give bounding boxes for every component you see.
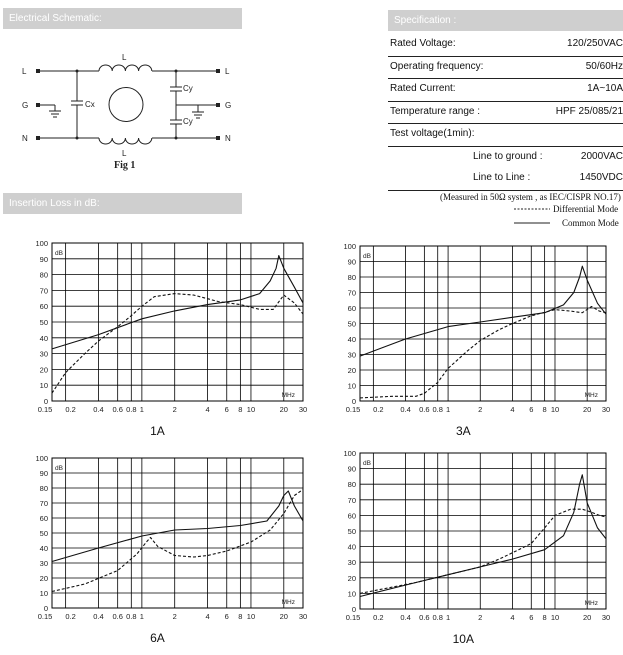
y-tick-label: 50 [39,318,48,327]
y-tick-label: 60 [347,304,356,313]
cy-top-label: Cy [183,84,193,93]
y-tick-label: 90 [347,464,356,474]
spec-row [388,124,623,147]
spec-value: HPF 25/085/21 [555,105,623,117]
x-tick-label: 2 [478,405,483,414]
terminal-L-out: L [225,67,230,76]
x-tick-label: 0.8 [432,405,443,414]
y-tick-label: 60 [39,302,48,312]
x-tick-label: 30 [601,405,611,414]
series-differential-mode [52,294,303,394]
legend-cm-label: Common Mode [562,218,619,228]
y-tick-label: 100 [343,242,356,251]
y-tick-label: 30 [39,349,48,359]
x-tick-label: 8 [238,405,243,414]
chart-caption: 3A [455,424,471,438]
y-tick-label: 40 [39,333,48,343]
x-tick-label: 6 [529,613,534,622]
spec-label: Rated Voltage: [390,38,456,49]
terminal-N-out: N [225,134,231,143]
x-tick-label: 20 [279,612,288,621]
coil-bottom-label: L [122,149,127,158]
x-tick-label: 30 [298,405,308,414]
x-tick-label: 0.4 [93,612,104,621]
spec-row [388,34,623,57]
y-tick-label: 0 [351,397,356,406]
x-tick-label: 10 [246,405,256,414]
y-tick-label: 70 [347,495,356,505]
x-tick-label: 4 [510,613,515,622]
x-tick-label: 0.15 [37,405,53,414]
x-tick-label: 20 [279,405,288,414]
chart-caption: 10A [452,632,474,646]
figure-caption: Fig 1 [114,160,136,171]
y-tick-label: 100 [35,454,48,463]
series-differential-mode [52,490,303,592]
y-tick-label: 50 [39,529,48,538]
y-tick-label: 10 [39,589,48,598]
y-tick-label: 90 [39,469,48,478]
x-tick-label: 20 [583,405,592,414]
chart-10A [318,445,623,655]
coil-top-label: L [122,53,127,62]
x-tick-label: 8 [238,612,243,621]
y-tick-label: 90 [39,254,48,264]
legend-dm-label: Differential Mode [553,204,619,214]
x-unit-label: MHz [584,600,598,607]
y-tick-label: 20 [347,573,356,583]
x-tick-label: 4 [205,405,210,414]
x-tick-label: 0.8 [126,612,137,621]
x-tick-label: 0.8 [126,405,137,414]
chart-1A [0,232,310,444]
spec-label: Line to Line : [473,172,531,183]
spec-label: Rated Current: [390,83,456,94]
x-tick-label: 0.4 [400,613,411,622]
series-differential-mode [360,307,606,398]
spec-value: 50/60Hz [585,60,623,72]
y-tick-label: 20 [39,365,48,375]
x-tick-label: 0.4 [400,405,411,414]
x-tick-label: 0.2 [373,613,384,622]
spec-row [388,147,623,169]
x-tick-label: 0.4 [93,405,104,414]
y-tick-label: 0 [351,605,356,614]
y-unit-label: dB [363,460,371,467]
x-unit-label: MHz [281,599,295,606]
x-unit-label: MHz [584,392,598,399]
chart-3A [318,237,623,445]
x-tick-label: 0.2 [65,405,76,414]
x-tick-label: 1 [139,405,144,414]
schematic-header: Electrical Schematic: [3,8,242,29]
x-tick-label: 4 [510,405,515,414]
x-tick-label: 4 [205,612,210,621]
x-tick-label: 0.15 [345,405,361,414]
y-tick-label: 10 [39,381,48,391]
y-tick-label: 50 [347,527,356,536]
spec-value: 1A~10A [587,83,623,94]
x-tick-label: 1 [139,612,144,621]
cy-bottom-label: Cy [183,117,193,126]
y-unit-label: dB [363,253,371,260]
y-tick-label: 80 [39,270,48,280]
spec-value: 1450VDC [579,172,623,183]
insertion-loss-header: Insertion Loss in dB: [3,193,242,214]
spec-row [388,57,623,80]
y-tick-label: 70 [347,288,356,298]
legend-dm-line [514,206,554,212]
x-tick-label: 0.6 [419,613,430,622]
specification-header: Specification : [388,10,623,31]
legend-cm-line [514,220,554,226]
terminal-G-in: G [22,101,29,110]
y-tick-label: 70 [39,499,48,508]
y-tick-label: 10 [347,381,356,391]
y-unit-label: dB [55,250,63,257]
specification-table [388,34,623,191]
x-tick-label: 2 [172,612,177,621]
spec-row [388,102,623,125]
x-tick-label: 8 [542,613,547,622]
x-tick-label: 10 [550,405,560,414]
cx-label: Cx [85,100,95,109]
x-unit-label: MHz [281,392,295,399]
y-tick-label: 40 [347,542,356,552]
x-tick-label: 10 [550,613,560,622]
chart-6A [0,450,310,655]
x-tick-label: 30 [601,613,611,622]
x-tick-label: 0.8 [432,613,443,622]
series-common-mode [52,256,303,349]
x-tick-label: 30 [298,612,308,621]
y-tick-label: 90 [347,257,356,267]
x-tick-label: 6 [529,405,534,414]
x-tick-label: 0.2 [373,405,384,414]
chart-caption: 1A [150,424,165,438]
series-common-mode [52,491,303,562]
spec-label: Temperature range : [390,105,481,117]
y-tick-label: 20 [347,366,356,375]
y-tick-label: 60 [39,514,48,523]
x-tick-label: 1 [445,405,451,414]
spec-label: Test voltage(1min): [390,128,475,139]
terminal-G-out: G [225,101,232,110]
spec-label: Operating frequency: [390,60,484,72]
x-tick-label: 2 [478,613,483,622]
measurement-note: (Measured in 50Ω system , as IEC/CISPR NO.17) [440,192,621,202]
x-tick-label: 2 [172,405,177,414]
x-tick-label: 0.15 [345,613,361,622]
x-tick-label: 6 [224,612,229,621]
x-tick-label: 20 [583,613,592,622]
x-tick-label: 0.15 [37,612,53,621]
spec-value: 2000VAC [580,150,623,162]
x-tick-label: 6 [224,405,229,414]
x-tick-label: 0.6 [112,405,123,414]
terminal-N-in: N [22,134,28,143]
x-tick-label: 10 [246,612,256,621]
chart-caption: 6A [150,631,165,645]
y-tick-label: 40 [347,335,356,344]
spec-value: 120/250VAC [567,38,623,49]
x-tick-label: 0.2 [65,612,76,621]
y-tick-label: 30 [39,559,48,568]
y-unit-label: dB [55,465,63,472]
y-tick-label: 60 [347,511,356,521]
y-tick-label: 0 [43,397,48,406]
y-tick-label: 100 [343,449,356,458]
y-tick-label: 30 [347,350,356,360]
y-tick-label: 0 [43,604,48,613]
y-tick-label: 50 [347,319,356,329]
x-tick-label: 8 [542,405,547,414]
series-common-mode [360,475,606,597]
y-tick-label: 80 [39,484,48,493]
electrical-schematic [0,40,250,180]
x-tick-label: 1 [445,613,451,622]
y-tick-label: 80 [347,480,356,490]
terminal-L-in: L [22,67,27,76]
y-tick-label: 40 [39,544,48,553]
y-tick-label: 70 [39,286,48,296]
y-tick-label: 20 [39,574,48,583]
y-tick-label: 100 [35,239,48,248]
y-tick-label: 80 [347,273,356,282]
x-tick-label: 0.6 [419,405,430,414]
y-tick-label: 30 [347,558,356,568]
x-tick-label: 0.6 [112,612,123,621]
y-tick-label: 10 [347,589,356,599]
spec-row [388,168,623,191]
spec-label: Line to ground : [473,150,543,162]
spec-row [388,79,623,102]
